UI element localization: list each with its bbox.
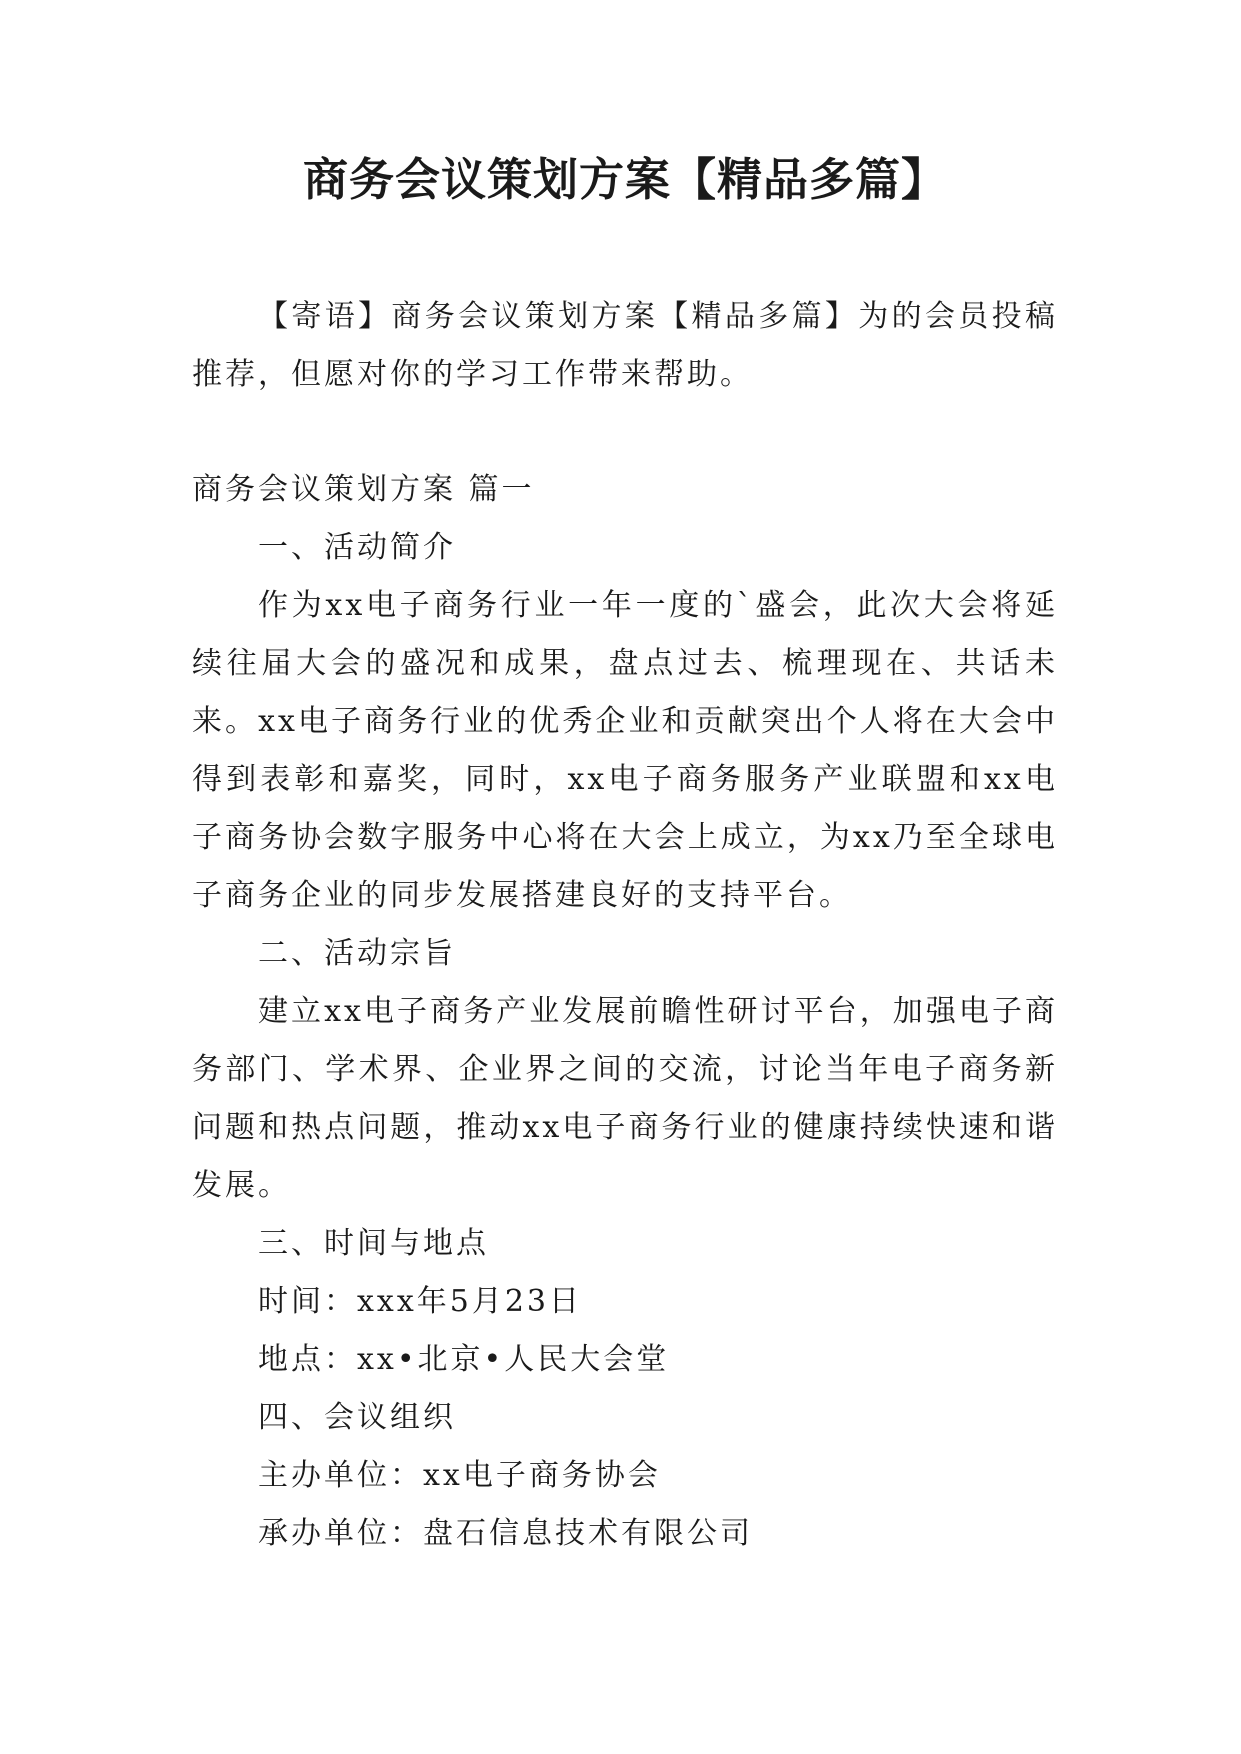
line-host: 主办单位：xx电子商务协会: [258, 1458, 661, 1493]
heading-time-location: 三、时间与地点: [258, 1226, 489, 1261]
paragraph-activity-purpose: 建立xx电子商务产业发展前瞻性研讨平台，加强电子商务部门、学术界、企业界之间的交流，讨论当年电子商务新问题和热点问题，推动xx电子商务行业的健康持续快速和谐发展。: [192, 994, 1058, 1203]
paragraph-activity-intro: 作为xx电子商务行业一年一度的`盛会，此次大会将延续往届大会的盛况和成果，盘点过去、梳理现在、共话未来。xx电子商务行业的优秀企业和贡献突出个人将在大会中得到表彰和嘉奖，同时，xx电子商务服务产业联盟和xx电子商务协会数字服务中心将在大会上成立，为xx乃至全球电子商务企业的同步发展搭建良好的支持平台。: [192, 588, 1058, 913]
section-heading: 商务会议策划方案 篇一: [192, 472, 535, 507]
document-title: 商务会议策划方案【精品多篇】: [302, 153, 947, 206]
spacer: [192, 404, 1058, 461]
line-organizer: 承办单位：盘石信息技术有限公司: [258, 1516, 753, 1551]
document-body: [192, 288, 1058, 1563]
heading-activity-purpose: 二、活动宗旨: [258, 936, 456, 971]
intro-paragraph: 【寄语】商务会议策划方案【精品多篇】为的会员投稿推荐，但愿对你的学习工作带来帮助。: [192, 299, 1058, 392]
heading-organization: 四、会议组织: [258, 1400, 456, 1435]
heading-activity-intro: 一、活动简介: [258, 530, 456, 565]
line-location: 地点：xx•北京•人民大会堂: [258, 1342, 670, 1377]
line-time: 时间：xxx年5月23日: [258, 1284, 583, 1319]
